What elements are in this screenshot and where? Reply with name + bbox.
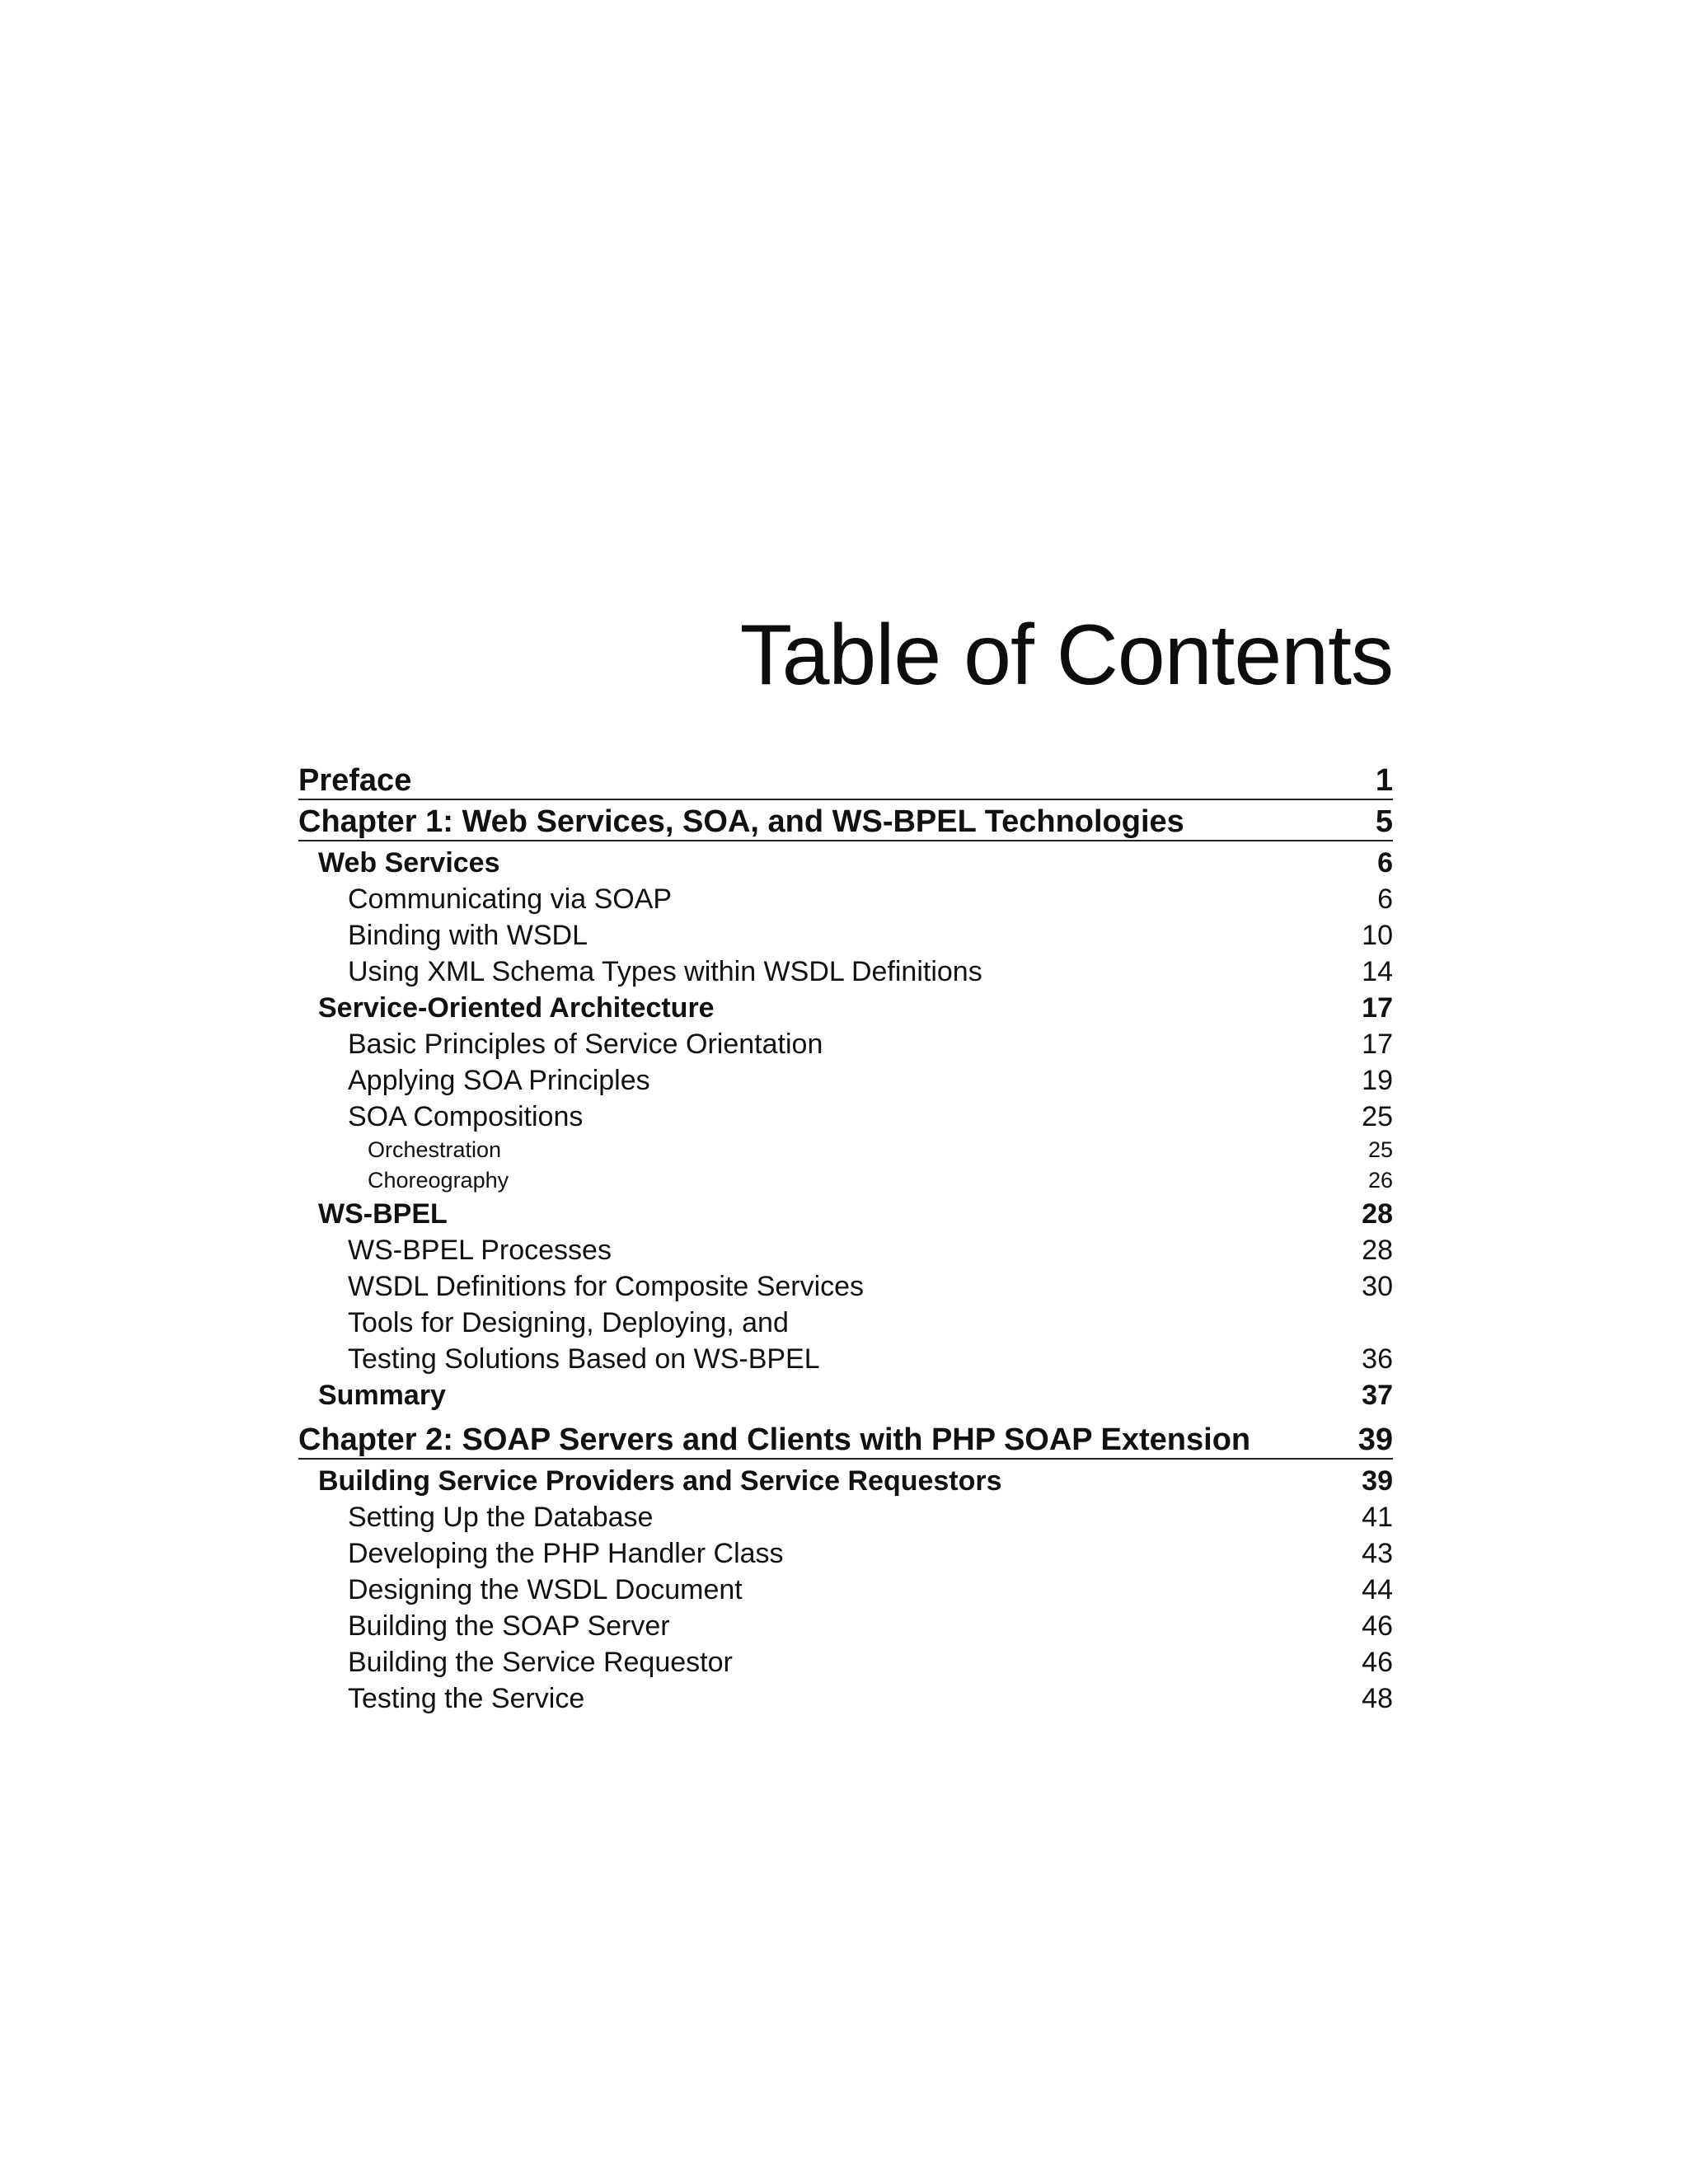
toc-page-number: 6 bbox=[1377, 847, 1393, 879]
toc-entry-subsection bbox=[298, 954, 1393, 990]
toc-entry-label: Using XML Schema Types within WSDL Definitions bbox=[348, 956, 982, 987]
toc-entry-label: Chapter 1: Web Services, SOA, and WS-BPEL Technologies bbox=[298, 804, 1184, 839]
toc-entry-label: Preface bbox=[298, 763, 412, 798]
toc-page-number: 19 bbox=[1362, 1065, 1393, 1096]
toc-entry-label: Communicating via SOAP bbox=[348, 883, 673, 915]
toc-entry-label: Applying SOA Principles bbox=[348, 1065, 650, 1096]
toc-entry-section bbox=[298, 1377, 1393, 1413]
toc-entry-label: Building Service Providers and Service Requestors bbox=[318, 1465, 1002, 1497]
toc-page-number: 5 bbox=[1375, 804, 1393, 839]
toc-page-number: 48 bbox=[1362, 1683, 1393, 1714]
toc-entry-label: WS-BPEL bbox=[318, 1198, 448, 1230]
toc-entry-label: WS-BPEL Processes bbox=[348, 1235, 612, 1266]
toc-page-number: 39 bbox=[1357, 1422, 1393, 1457]
toc-entry-label: Basic Principles of Service Orientation bbox=[348, 1029, 823, 1060]
toc-entry-label: Developing the PHP Handler Class bbox=[348, 1538, 784, 1569]
toc-page-number: 6 bbox=[1377, 883, 1393, 915]
toc-entry-label-line: Tools for Designing, Deploying, and bbox=[348, 1307, 789, 1338]
toc-entry-chapter-1 bbox=[298, 804, 1393, 841]
toc-entry-subsection bbox=[298, 1268, 1393, 1305]
toc-page-number: 25 bbox=[1362, 1101, 1393, 1132]
toc-page-number: 25 bbox=[1367, 1137, 1393, 1162]
toc-page-number: 44 bbox=[1362, 1574, 1393, 1605]
toc-entry-subsection bbox=[298, 1644, 1393, 1680]
toc-entry-subsubsection bbox=[298, 1135, 1393, 1165]
toc-entry-subsubsection bbox=[298, 1165, 1393, 1196]
toc-page-number: 43 bbox=[1362, 1538, 1393, 1569]
toc-entry-label: Building the Service Requestor bbox=[348, 1647, 733, 1678]
toc-entry-label: Choreography bbox=[368, 1168, 509, 1193]
toc-entry-label: SOA Compositions bbox=[348, 1101, 584, 1132]
toc-entry-label: Orchestration bbox=[368, 1137, 502, 1162]
toc-page-number: 17 bbox=[1362, 1029, 1393, 1060]
toc-entry-label: Binding with WSDL bbox=[348, 920, 588, 951]
page-title: Table of Contents bbox=[739, 607, 1393, 703]
toc-entry-subsection bbox=[298, 1062, 1393, 1099]
toc-entry-preface bbox=[298, 762, 1393, 800]
toc-entry-subsection bbox=[298, 1026, 1393, 1062]
toc-entry-section bbox=[298, 845, 1393, 881]
toc-page-number: 30 bbox=[1362, 1271, 1393, 1302]
toc-entry-subsection bbox=[298, 881, 1393, 917]
toc-entry-subsection bbox=[298, 1099, 1393, 1135]
toc-entry-subsection bbox=[298, 1572, 1393, 1608]
toc-page-number: 46 bbox=[1362, 1610, 1393, 1642]
toc-entry-label: Summary bbox=[318, 1380, 446, 1411]
toc-page-number: 41 bbox=[1362, 1502, 1393, 1533]
toc-entry-label: Service-Oriented Architecture bbox=[318, 992, 715, 1024]
toc-entry-label: Chapter 2: SOAP Servers and Clients with PHP SOAP Extension bbox=[298, 1422, 1251, 1457]
toc-entry-subsection bbox=[298, 917, 1393, 954]
toc-entry-subsection bbox=[298, 1232, 1393, 1268]
toc-entry-label: Web Services bbox=[318, 847, 500, 879]
toc-page-number: 39 bbox=[1362, 1465, 1393, 1497]
toc-entry-subsection bbox=[298, 1608, 1393, 1644]
toc-entry-chapter-2 bbox=[298, 1422, 1393, 1460]
toc-entry-label-line: Testing Solutions Based on WS-BPEL bbox=[348, 1343, 820, 1375]
toc-entry-subsection bbox=[298, 1305, 1393, 1377]
table-of-contents bbox=[298, 762, 1393, 1717]
toc-entry-subsection bbox=[298, 1680, 1393, 1717]
toc-entry-section bbox=[298, 1463, 1393, 1499]
toc-page-number: 10 bbox=[1362, 920, 1393, 951]
toc-page-number: 17 bbox=[1362, 992, 1393, 1024]
toc-page-number: 36 bbox=[1362, 1343, 1393, 1375]
toc-entry-label: Designing the WSDL Document bbox=[348, 1574, 743, 1605]
toc-page-number: 37 bbox=[1362, 1380, 1393, 1411]
toc-page-number: 28 bbox=[1362, 1198, 1393, 1230]
toc-entry-label: Building the SOAP Server bbox=[348, 1610, 670, 1642]
toc-entry-section bbox=[298, 990, 1393, 1026]
toc-entry-subsection bbox=[298, 1535, 1393, 1572]
toc-entry-section bbox=[298, 1196, 1393, 1232]
toc-page-number: 26 bbox=[1367, 1168, 1393, 1193]
toc-page-number: 28 bbox=[1362, 1235, 1393, 1266]
toc-page-number: 1 bbox=[1375, 763, 1393, 798]
toc-entry-label: Testing the Service bbox=[348, 1683, 585, 1714]
toc-entry-subsection bbox=[298, 1499, 1393, 1535]
toc-entry-label bbox=[348, 1305, 820, 1377]
toc-page-number: 46 bbox=[1362, 1647, 1393, 1678]
toc-entry-label: WSDL Definitions for Composite Services bbox=[348, 1271, 865, 1302]
toc-entry-label: Setting Up the Database bbox=[348, 1502, 654, 1533]
toc-page-number: 14 bbox=[1362, 956, 1393, 987]
